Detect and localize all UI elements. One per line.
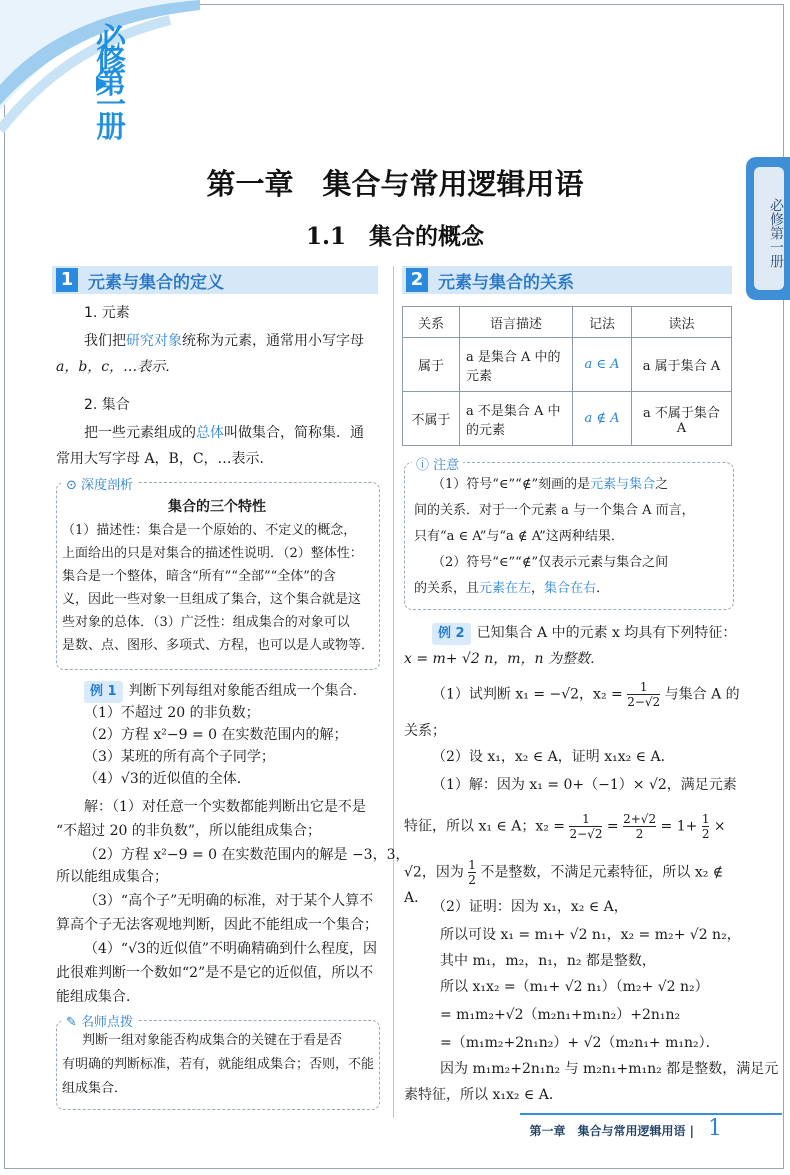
text: × xyxy=(713,818,726,835)
text: 与集合 A 的 xyxy=(664,686,740,703)
text: （1）试判断 x₁ = −√2，x₂ = xyxy=(432,686,623,703)
solution1-line: 解：（1）对任意一个实数都能判断出它是不是 xyxy=(84,799,366,815)
set-para-line2: 常用大写字母 A，B，C，…表示． xyxy=(56,451,274,467)
highlight-text: 元素在左 xyxy=(479,581,532,596)
numerator: 1 xyxy=(582,812,590,826)
set-subtitle: 2. 集合 xyxy=(84,397,130,413)
text: ， xyxy=(531,581,545,596)
table-cell: 不属于 xyxy=(403,392,460,446)
note-tag-text: 注意 xyxy=(433,458,460,473)
deep-analysis-title: 集合的三个特性 xyxy=(168,499,266,515)
solution1-line: 此很难判断一个数如“2”是不是它的近似值，所以不 xyxy=(56,965,374,981)
book-banner xyxy=(96,22,128,145)
highlight-text: 元素与集合 xyxy=(590,477,656,492)
highlight-text: 总体 xyxy=(196,425,224,441)
example1-item: （1）不超过 20 的非负数； xyxy=(84,705,260,721)
text: 不是整数，不满足元素特征，所以 x₂ ∉ A． xyxy=(404,864,724,906)
deep-analysis-line: 集合是一个整体，暗含“所有”“全部”“全体”的含 xyxy=(62,569,336,584)
table-header: 语言描述 xyxy=(460,307,573,338)
text: ． xyxy=(596,581,610,596)
solution2-line: 所以 x₁x₂ =（m₁+ √2 n₁）（m₂+ √2 n₂） xyxy=(440,979,709,995)
example2-part1-end: 关系； xyxy=(404,723,446,739)
denominator: 2 xyxy=(701,827,710,841)
text: （1）符号“∈”“∉”刻画的是 xyxy=(432,477,591,492)
text: = xyxy=(606,818,619,835)
table-row xyxy=(403,338,732,392)
denominator: 2 xyxy=(468,873,476,887)
text: 之 xyxy=(655,477,669,492)
table-cell: 属于 xyxy=(403,338,460,392)
solution2-line xyxy=(404,812,736,841)
table-header: 关系 xyxy=(403,307,460,338)
note-line xyxy=(432,474,668,496)
footer-chapter: 第一章 集合与常用逻辑用语 | xyxy=(529,1124,694,1138)
text: 已知集合 A 中的元素 x 均具有下列特征： xyxy=(476,625,737,641)
text: 叫做集合，简称集．通 xyxy=(224,425,364,441)
highlight-text: 研究对象 xyxy=(126,333,182,349)
footer-rule xyxy=(520,1113,782,1115)
example1-item: （4）√3的近似值的全体． xyxy=(84,771,251,787)
section-heading: 元素与集合的定义 xyxy=(88,272,224,293)
set-para-line1 xyxy=(84,422,384,444)
element-subtitle xyxy=(84,302,130,324)
table-row xyxy=(403,392,732,446)
note-line: 只有“a ∈ A”与“a ∉ A”这两种结果． xyxy=(414,529,624,544)
solution1-line: 能组成集合． xyxy=(56,989,140,1005)
teacher-tip-tag-text: 名师点拨 xyxy=(81,1015,134,1030)
solution1-line: （3）“高个子”无明确的标准，对于某个人算不 xyxy=(84,893,374,909)
deep-analysis-line: 些对象的总体．（3）广泛性：组成集合的对象可以 xyxy=(62,615,350,630)
section-heading: 元素与集合的关系 xyxy=(438,272,574,293)
section-title: 1.1 集合的概念 xyxy=(305,223,484,250)
example1-item: （3）某班的所有高个子同学； xyxy=(84,749,275,765)
deep-analysis-line: 是数、点、图形、多项式、方程，也可以是人或物等． xyxy=(62,638,375,653)
teacher-tip-tag: ✎ 名师点拨 xyxy=(62,1011,137,1030)
fraction xyxy=(468,858,476,887)
side-tab-label: 必修第一册 xyxy=(754,167,784,290)
fraction xyxy=(623,812,656,841)
deep-analysis-tag: ⊙ 深度剖析 xyxy=(62,474,137,493)
text: 把一些元素组成的 xyxy=(84,425,196,441)
table-cell: a 是集合 A 中的元素 xyxy=(460,338,573,392)
note-line: 间的关系．对于一个元素 a 与一个集合 A 而言， xyxy=(414,503,695,518)
solution2-line: （1）解：因为 x₁ = 0+（−1）× √2，满足元素 xyxy=(432,777,737,793)
denominator: 2−√2 xyxy=(627,695,661,709)
example2-question xyxy=(432,622,736,645)
fraction xyxy=(627,680,660,709)
solution2-line: 其中 m₁，m₂，n₁，n₂ 都是整数， xyxy=(440,953,656,969)
table-header: 记法 xyxy=(573,307,632,338)
solution2-line: 所以可设 x₁ = m₁+ √2 n₁，x₂ = m₂+ √2 n₂， xyxy=(440,927,741,943)
page-number: 1 xyxy=(708,1116,722,1141)
example2-part2: （2）设 x₁，x₂ ∈ A，证明 x₁x₂ ∈ A． xyxy=(432,749,675,765)
example2-part1 xyxy=(432,680,740,709)
column-divider xyxy=(393,266,394,1118)
element-subtitle-text: 1. 元素 xyxy=(84,305,130,321)
highlight-text: 集合在右 xyxy=(544,581,597,596)
fraction xyxy=(702,812,710,841)
text: 判断下列每组对象能否组成一个集合． xyxy=(128,683,367,699)
text: 特征，所以 x₁ ∈ A；x₂ = xyxy=(404,818,566,835)
solution1-line: 所以能组成集合； xyxy=(56,869,168,885)
fraction xyxy=(569,812,602,841)
note-line: （2）符号“∈”“∉”仅表示元素与集合之间 xyxy=(432,555,669,570)
element-para-line2: a，b，c，…表示． xyxy=(56,359,180,375)
solution2-line: = m₁m₂+√2（m₂n₁+m₁n₂）+2n₁n₂ xyxy=(440,1007,681,1023)
text: 统称为元素，通常用小写字母 xyxy=(182,333,364,349)
solution2-line: （2）证明：因为 x₁，x₂ ∈ A， xyxy=(432,899,628,915)
note-tag: ⓘ 注意 xyxy=(412,454,463,473)
table-cell: a 不属于集合 A xyxy=(632,392,732,446)
text: = 1+ xyxy=(660,818,698,835)
example2-badge: 例 2 xyxy=(432,623,471,645)
numerator: 2+√2 xyxy=(623,812,657,826)
table-header: 读法 xyxy=(632,307,732,338)
numerator: 1 xyxy=(468,858,476,872)
deep-analysis-tag-text: 深度剖析 xyxy=(81,478,134,493)
numerator: 1 xyxy=(639,680,648,694)
deep-analysis-line: （1）描述性：集合是一个原始的、不定义的概念， xyxy=(62,523,357,538)
teacher-tip-line: 判断一组对象能否构成集合的关键在于看是否 xyxy=(82,1033,343,1048)
section-number: 2 xyxy=(406,268,428,292)
denominator: 2−√2 xyxy=(569,827,603,841)
solution1-line: “不超过 20 的非负数”，所以能组成集合； xyxy=(56,823,322,839)
denominator: 2 xyxy=(623,826,656,841)
table-cell: a 属于集合 A xyxy=(632,338,732,392)
text: 的关系，且 xyxy=(414,581,480,596)
table-cell: a ∉ A xyxy=(573,392,632,446)
text: 我们把 xyxy=(84,333,126,349)
element-para-line1 xyxy=(84,330,384,352)
numerator: 1 xyxy=(701,812,710,826)
deep-analysis-line: 上面给出的只是对集合的描述性说明．（2）整体性： xyxy=(62,546,363,561)
solution1-line: 算高个子无法客观地判断，因此不能组成一个集合； xyxy=(56,917,378,933)
table-cell: a ∈ A xyxy=(573,338,632,392)
teacher-tip-line: 有明确的判断标准，若有，就能组成集合；否则，不能 xyxy=(62,1057,375,1072)
table-cell: a 不是集合 A 中的元素 xyxy=(460,392,573,446)
example1-question xyxy=(84,680,367,703)
example1-item: （2）方程 x²−9 = 0 在实数范围内的解； xyxy=(84,727,348,743)
section-number: 1 xyxy=(56,268,78,292)
example1-badge: 例 1 xyxy=(84,681,123,703)
text: √2，因为 xyxy=(404,864,464,881)
chapter-title: 第一章 集合与常用逻辑用语 xyxy=(206,167,584,201)
banner-title: 必修 第一册 xyxy=(96,22,128,145)
left-section-header xyxy=(52,266,378,294)
deep-analysis-line: 义，因此一些对象一旦组成了集合，这个集合就是这 xyxy=(62,592,362,607)
solution1-line: （2）方程 x²−9 = 0 在实数范围内的解是 −3，3， xyxy=(84,847,410,863)
solution2-line: 因为 m₁m₂+2n₁n₂ 与 m₂n₁+m₁n₂ 都是整数，满足元 xyxy=(440,1061,779,1077)
right-section-header xyxy=(402,266,732,294)
teacher-tip-line: 组成集合． xyxy=(62,1081,128,1096)
solution2-line: 素特征，所以 x₁x₂ ∈ A． xyxy=(404,1087,563,1103)
solution2-line: =（m₁m₂+2n₁n₂）+ √2（m₂n₁+ m₁n₂）． xyxy=(440,1035,720,1051)
table-header-row xyxy=(403,307,732,338)
solution1-line: （4）“√3的近似值”不明确精确到什么程度，因 xyxy=(84,941,378,957)
note-line xyxy=(414,578,609,600)
example2-question-line: x = m+ √2 n，m，n 为整数． xyxy=(404,651,605,667)
relation-table xyxy=(402,306,732,446)
